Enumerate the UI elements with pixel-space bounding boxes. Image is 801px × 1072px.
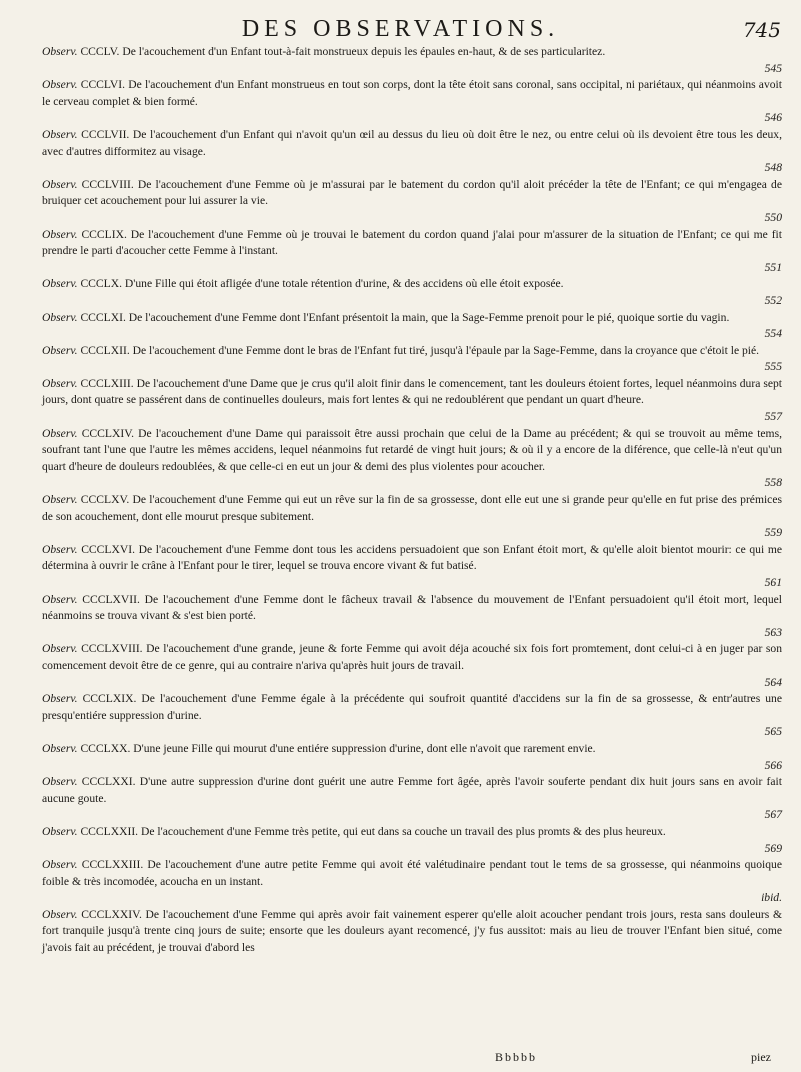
observation-entry (42, 824, 782, 857)
observation-entry (42, 691, 782, 741)
observation-entry (42, 127, 782, 177)
entry-text: CCCLVIII. De l'acouchement d'une Femme où je m'assurai par le batement du cordon qu'il aloit précéder la tête de l'Enfant; ce qui m'engagea de bruiquer cet acouchement pour lui assurer la vie. (42, 177, 782, 208)
entry-text: CCCLXII. De l'acouchement d'une Femme dont le bras de l'Enfant fut tiré, jusqu'à l'épaule par la Sage-Femme, dans la croyance que c'étoit le pié. (80, 343, 760, 357)
entry-label: Observ. (42, 493, 78, 507)
observation-entry (42, 77, 782, 127)
catchword: piez (751, 1050, 771, 1064)
signature-mark: Bbbbb (495, 1050, 538, 1064)
entry-label: Observ. (42, 310, 78, 324)
page-number: 745 (742, 18, 781, 42)
entry-page-ref: 558 (764, 476, 782, 490)
entry-page-ref: 546 (764, 111, 782, 125)
entry-page-ref: 564 (764, 675, 782, 689)
entry-page-ref: 548 (764, 161, 782, 175)
observations-list (42, 44, 782, 957)
entry-page-ref: 545 (764, 61, 782, 75)
entry-label: Observ. (42, 907, 78, 921)
entry-page-ref: 565 (764, 725, 782, 739)
entry-text: CCCLXIV. De l'acouchement d'une Dame qui paraissoit être aussi prochain que celui de la Dame au précédent; & qui se trouvoit au même tems, soufrant tant l'une que l'autre les mêmes accidens, lequel néanmoins fut retardé de vingt huit jours; & où il y a encore de la diférence, que celle-là n'eut qu'un quart d'heure de douleurs redoublées, & que celle-ci en eut un jour & demi des plus violentes pour acoucher. (42, 426, 782, 473)
entry-text: CCCLV. De l'acouchement d'un Enfant tout-à-fait monstrueux depuis les épaules en-haut, & de ses particularitez. (80, 45, 606, 58)
observation-entry (42, 641, 782, 691)
entry-label: Observ. (42, 426, 78, 440)
entry-page-ref: 559 (764, 526, 782, 540)
entry-text: CCCLXX. D'une jeune Fille qui mourut d'une entiére suppression d'urine, dont elle n'avoit que rarement envie. (80, 741, 596, 755)
entry-label: Observ. (42, 277, 78, 291)
observation-entry (42, 310, 782, 343)
entry-text: CCCLIX. De l'acouchement d'une Femme où je trouvai le batement du cordon quand j'alai pour m'assurer de la situation de l'Enfant; ce qui me fit prendre le parti d'acoucher cette Femme à l'instant. (42, 227, 782, 258)
observation-entry (42, 426, 782, 492)
entry-page-ref: ibid. (761, 891, 782, 905)
entry-text: CCCLXXIII. De l'acouchement d'une autre petite Femme qui avoit été valétudinaire pendant tout le tems de sa grossesse, qui néanmoins quoique foible & très incomodée, acoucha en un instant. (42, 858, 782, 888)
entry-text: CCCLXXIV. De l'acouchement d'une Femme qui après avoir fait vainement esperer qu'elle aloit acoucher pendant trois jours, resta sans douleurs & fort tranquile jusqu'à trente cinq jours de suite; ensorte que les douleurs ayant recomencé, j'y fus aussitot: mais au lieu de trouver l'Enfant bien situé, come j'avois fait au précédent, je trouvai d'abord les (42, 907, 782, 955)
observation-entry (42, 227, 782, 277)
entry-label: Observ. (42, 45, 78, 58)
entry-page-ref: 552 (764, 293, 782, 307)
entry-text: CCCLXXI. D'une autre suppression d'urine dont guérit une autre Femme fort âgée, après l'avoir souferte pendant dix huit jours sans en avoir fait aucune goute. (42, 775, 782, 805)
entry-text: CCCLXXII. De l'acouchement d'une Femme très petite, qui eut dans sa couche un travail des plus promts & des plus heureux. (80, 824, 666, 838)
entry-label: Observ. (42, 692, 78, 706)
observation-entry (42, 44, 782, 77)
entry-text: CCCLXIX. De l'acouchement d'une Femme égale à la précédente qui soufroit quantité d'accidens sur la fin de sa grossesse, & entr'autres une presqu'entiére suppression d'urine. (42, 692, 782, 722)
entry-label: Observ. (42, 127, 78, 141)
entry-text: CCCLVII. De l'acouchement d'un Enfant qui n'avoit qu'un œil au dessus du lieu où doit être le nez, ou entre celui où ils devoient être tous les deux, avec d'autres difformitez au visage. (42, 127, 782, 158)
entry-label: Observ. (42, 78, 78, 92)
entry-page-ref: 569 (764, 841, 782, 855)
entry-page-ref: 561 (764, 576, 782, 589)
entry-text: CCCLXVI. De l'acouchement d'une Femme dont tous les accidens persuadoient que son Enfant étoit mort, & qu'elle aloit bientot mourir: ce qui me détermina à ouvrir le crâne à l'Enfant pour le tirer, lequel se trouva encore vivant & fut batisé. (42, 542, 782, 573)
page-header (0, 16, 801, 46)
entry-page-ref: 557 (764, 410, 782, 424)
observation-entry (42, 177, 782, 227)
running-title: DES OBSERVATIONS. (241, 16, 560, 42)
entry-label: Observ. (42, 642, 78, 656)
entry-text: CCCLX. D'une Fille qui étoit afligée d'une totale rétention d'urine, & des accidens où elle étoit exposée. (80, 277, 564, 291)
entry-text: CCCLXVII. De l'acouchement d'une Femme dont le fâcheux travail & l'absence du mouvement de l'Enfant persuadoient qu'il étoit mort, lequel néanmoins se trouva vivant & s'est bien porté. (42, 592, 782, 623)
entry-page-ref: 551 (764, 260, 782, 274)
observation-entry (42, 774, 782, 824)
observation-entry (42, 907, 782, 957)
entry-label: Observ. (42, 343, 78, 357)
entry-page-ref: 566 (764, 758, 782, 772)
entry-label: Observ. (42, 741, 78, 755)
entry-page-ref: 555 (764, 360, 782, 374)
observation-entry (42, 276, 782, 309)
entry-text: CCCLVI. De l'acouchement d'un Enfant monstrueus en tout son corps, dont la tête étoit sans coronal, sans occipital, ni pariétaux, qui néanmoins avoit le cerveau complet & bien formé. (42, 78, 782, 108)
entry-text: CCCLXIII. De l'acouchement d'une Dame que je crus qu'il aloit finir dans le comencement, tant les douleurs étoient fortes, lequel néanmoins dura sept jours, dont quatre se passérent dans de continuelles douleurs, mais fort lentes & qui ne redoublérent que pendant un quart d'heure. (42, 376, 782, 407)
observation-entry (42, 592, 782, 642)
entry-page-ref: 563 (764, 625, 782, 639)
entry-label: Observ. (42, 858, 78, 872)
entry-label: Observ. (42, 775, 78, 789)
entry-text: CCCLXV. De l'acouchement d'une Femme qui eut un rêve sur la fin de sa grossesse, dont elle eut une si grande peur qu'elle en fut prise des prémices de son acouchement, dont elle mourut presque subitement. (42, 493, 782, 523)
entry-page-ref: 550 (764, 210, 782, 224)
entry-label: Observ. (42, 227, 78, 241)
observation-entry (42, 741, 782, 774)
observation-entry (42, 542, 782, 592)
entry-page-ref: 567 (764, 808, 782, 822)
entry-text: CCCLXI. De l'acouchement d'une Femme dont l'Enfant présentoit la main, que la Sage-Femme prenoit pour le pié, quoique sortie du vagin. (80, 310, 730, 324)
observation-entry (42, 343, 782, 376)
observation-entry (42, 492, 782, 542)
entry-page-ref: 554 (764, 327, 782, 341)
entry-label: Observ. (42, 824, 78, 838)
observation-entry (42, 857, 782, 907)
entry-label: Observ. (42, 592, 78, 606)
entry-label: Observ. (42, 542, 78, 556)
entry-text: CCCLXVIII. De l'acouchement d'une grande, jeune & forte Femme qui avoit déja acouché six fois fort promtement, dont celui-ci à en juger par son comencement devoit être de ce genre, qui au contraire n'ariva qu'après huit jours de travail. (42, 642, 782, 672)
observation-entry (42, 376, 782, 426)
page-footer (0, 1050, 801, 1068)
entry-label: Observ. (42, 376, 78, 390)
entry-label: Observ. (42, 177, 78, 191)
